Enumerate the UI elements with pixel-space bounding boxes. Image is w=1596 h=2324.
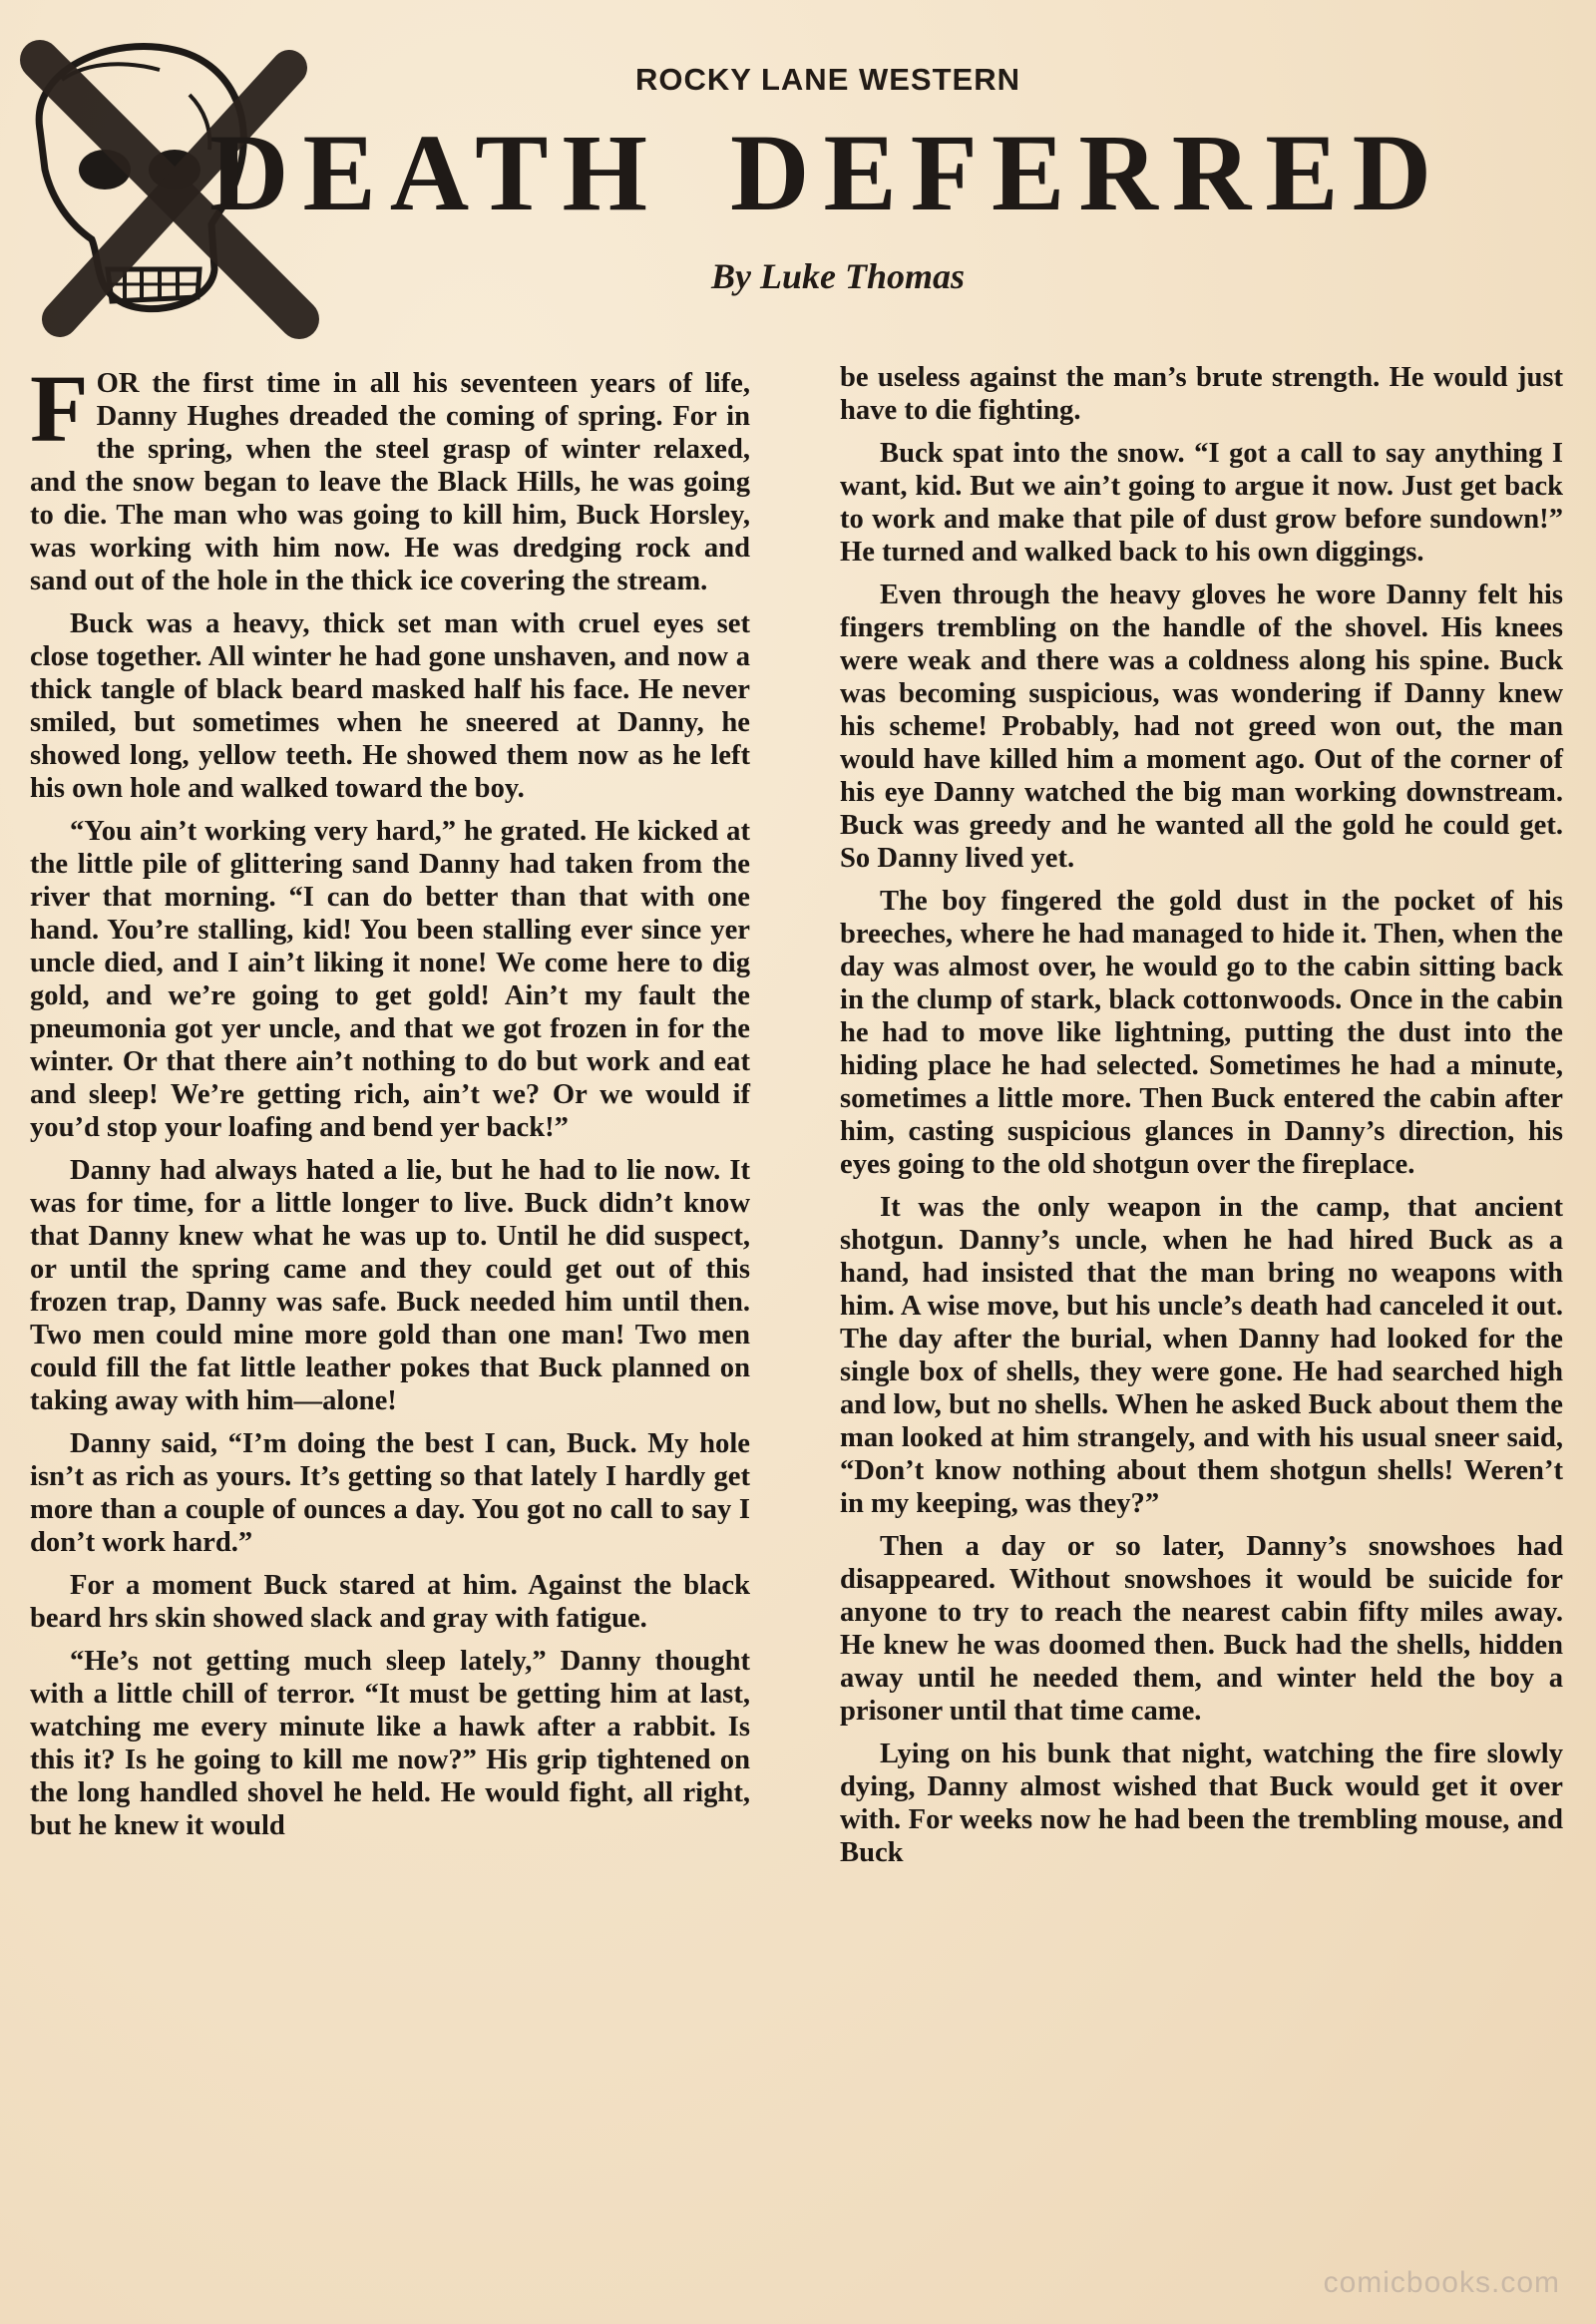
series-kicker: ROCKY LANE WESTERN [634, 62, 1020, 97]
title-first-word-text: DEATH [209, 112, 662, 233]
paragraph: Danny said, “I’m doing the best I can, Buck. My hole isn’t as rich as yours. It’s getting so that lately I hardly get more than a couple of ounces a day. You got no call to say I don’t work hard.” [30, 1428, 750, 1558]
left-text-column [30, 355, 750, 1852]
paragraph: The boy fingered the gold dust in the pocket of his breeches, where he had managed to hide it. Then, when the day was almost over, he would go to the cabin sitting back in the clump of stark, black cottonwoods. Once in the cabin he had to move like lightning, putting the dust into the hiding place he had selected. Sometimes he had a minute, sometimes a little more. Then Buck entered the cabin after him, casting suspicious glances in Danny’s direction, his eyes going to the old shotgun over the fireplace. [840, 886, 1563, 1180]
opening-paragraph [30, 355, 750, 597]
paragraph: Buck was a heavy, thick set man with cruel eyes set close together. All winter he had gone unshaven, and now a thick tangle of black beard masked half his face. He never smiled, but sometimes when he sneered at Danny, he showed long, yellow teeth. He showed them now as he left his own hole and walked toward the boy. [30, 608, 750, 804]
drop-cap: F [30, 355, 89, 462]
paragraph: Buck spat into the snow. “I got a call to say anything I want, kid. But we ain’t going to argue it now. Just get back to work and make that pile of dust grow before sundown!” He turned and walked back to his own diggings. [840, 438, 1563, 568]
byline: By Luke Thomas [710, 256, 965, 296]
right-text-column [840, 361, 1563, 1879]
paragraph: Lying on his bunk that night, watching the fire slowly dying, Danny almost wished that Buck would get it over with. For weeks now he had been the trembling mouse, and Buck [840, 1739, 1563, 1868]
paragraph: Even through the heavy gloves he wore Danny felt his fingers trembling on the handle of the shovel. His knees were weak and there was a coldness along his spine. Buck was becoming suspicious, was wondering if Danny knew his scheme! Probably, had not greed won out, the man would have killed him a moment ago. Out of the corner of his eye Danny watched the big man working downstream. Buck was greedy and he wanted all the gold he could get. So Danny lived yet. [840, 580, 1563, 874]
story-title-second-word: DEFERRED [730, 112, 1446, 233]
continued-paragraph: be useless against the man’s brute strength. He would just have to die fighting. [840, 362, 1563, 426]
opening-paragraph-text: OR the first time in all his seventeen years of life, Danny Hughes dreaded the coming of spring. For in the spring, when the steel grasp of winter relaxed, and the snow began to leave the Black Hills, he was going to die. The man who was going to kill him, Buck Horsley, was working with him now. He was dredging rock and sand out of the hole in the thick ice covering the stream. [30, 368, 750, 596]
paragraph: “You ain’t working very hard,” he grated. He kicked at the little pile of glittering sand Danny had taken from the river that morning. “I can do better than that with one hand. You’re stalling, kid! You been stalling ever since yer uncle died, and I ain’t liking it none! We come here to dig gold, and we’re going to get gold! Ain’t my fault the pneumonia got yer uncle, and that we got frozen in for the winter. Or that there ain’t nothing to do but work and eat and sleep! We’re getting rich, ain’t we? Or we would if you’d stop your loafing and bend yer back!” [30, 816, 750, 1143]
paragraph: Danny had always hated a lie, but he had to lie now. It was for time, for a little longer to live. Buck didn’t know that Danny knew what he was up to. Until he did suspect, or until the spring came and they could get out of this frozen trap, Danny was safe. Buck needed him until then. Two men could mine more gold than one man! Two men could fill the fat little leather pokes that Buck planned on taking away with him—alone! [30, 1155, 750, 1416]
story-title-first-word [209, 112, 662, 233]
paragraph: For a moment Buck stared at him. Against the black beard hrs skin showed slack and gray with fatigue. [30, 1570, 750, 1634]
paragraph: “He’s not getting much sleep lately,” Danny thought with a little chill of terror. “It must be getting him at last, watching me every minute like a hawk after a rabbit. Is this it? Is he going to kill me now?” His grip tightened on the long handled shovel he held. He would fight, all right, but he knew it would [30, 1646, 750, 1841]
paragraph: Then a day or so later, Danny’s snowshoes had disappeared. Without snowshoes it would be suicide for anyone to try to reach the nearest cabin fifty miles away. He knew he was doomed then. Buck had the shells, hidden away until he needed them, and winter held the boy a prisoner until that time came. [840, 1531, 1563, 1727]
site-watermark: comicbooks.com [1323, 2266, 1560, 2299]
paragraph: It was the only weapon in the camp, that ancient shotgun. Danny’s uncle, when he had hired Buck as a hand, had insisted that the man bring no weapons with him. A wise move, but his uncle’s death had canceled it out. The day after the burial, when Danny had looked for the single box of shells, they were gone. He had searched high and low, but no shells. When he asked Buck about them the man looked at him strangely, and with his usual sneer said, “Don’t know nothing about them shotgun shells! Weren’t in my keeping, was they?” [840, 1192, 1563, 1519]
